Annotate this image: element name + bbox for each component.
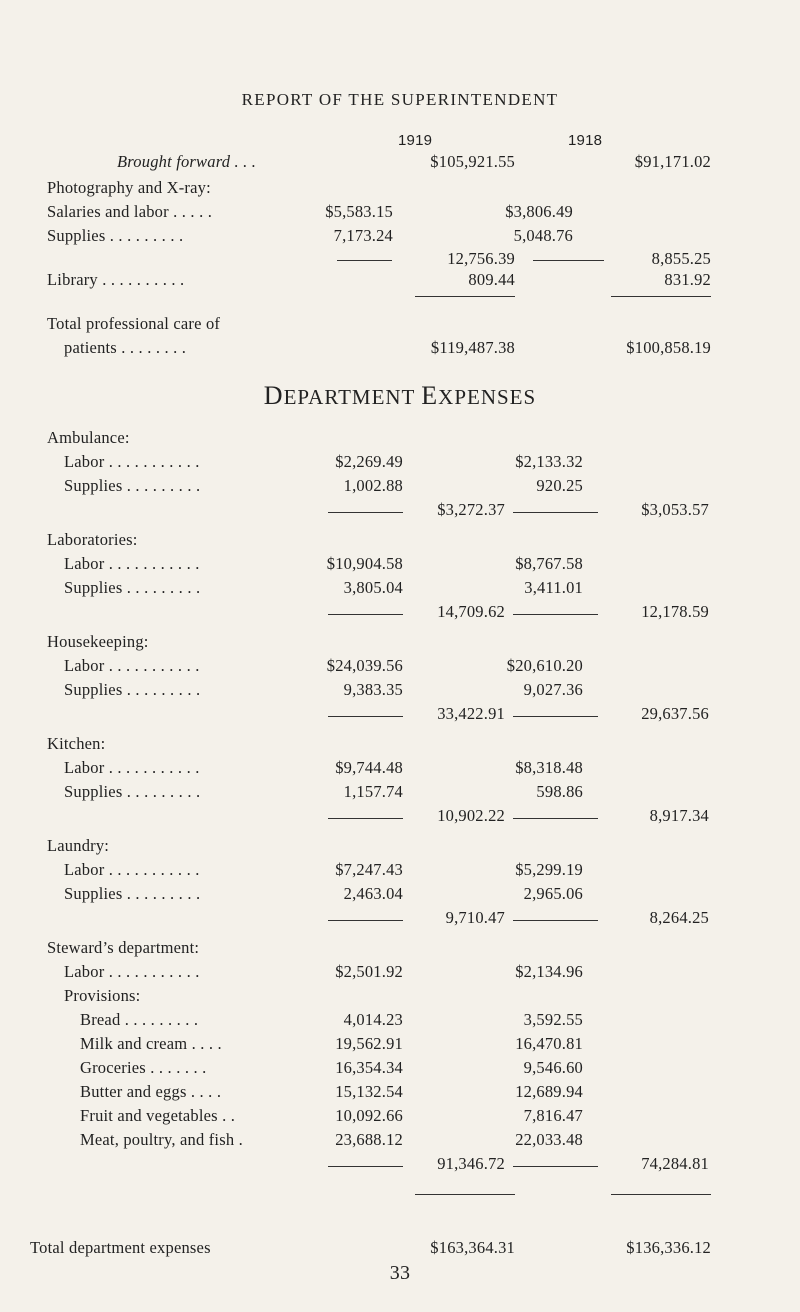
provision-label: Milk and cream . . . . [80, 1034, 222, 1053]
labor-1918: $5,299.19 [515, 860, 583, 879]
photo-subtotal-1919: 12,756.39 [447, 249, 515, 268]
labor-label: Labor . . . . . . . . . . . [64, 452, 200, 471]
supplies-label: Supplies . . . . . . . . . [64, 476, 201, 495]
provision-1918: 7,816.47 [523, 1106, 583, 1125]
rule [328, 614, 403, 615]
steward-labor-label: Labor . . . . . . . . . . . [64, 962, 200, 981]
section-heading: Laboratories: [47, 530, 138, 549]
provision-1918: 3,592.55 [523, 1010, 583, 1029]
provision-1919: 16,354.34 [335, 1058, 403, 1077]
steward-heading: Steward’s department: [47, 938, 200, 957]
section-heading: Housekeeping: [47, 632, 149, 651]
subtotal-1918: 8,917.34 [649, 806, 709, 825]
page-number: 33 [389, 1262, 411, 1284]
rule [513, 512, 598, 513]
labor-label: Labor . . . . . . . . . . . [64, 656, 200, 675]
steward-subtotal-1919: 91,346.72 [437, 1154, 505, 1173]
photo-supplies-label: Supplies . . . . . . . . . [47, 226, 184, 245]
labor-1919: $10,904.58 [326, 554, 403, 573]
subtotal-1918: $3,053.57 [641, 500, 709, 519]
rule [328, 818, 403, 819]
rule [328, 716, 403, 717]
library-label: Library . . . . . . . . . . [47, 270, 185, 289]
provision-1918: 12,689.94 [515, 1082, 583, 1101]
section-heading: Laundry: [47, 836, 110, 855]
photo-supplies-1918: 5,048.76 [513, 226, 573, 245]
provision-1918: 9,546.60 [523, 1058, 583, 1077]
total-professional-1919: $119,487.38 [430, 338, 515, 357]
salaries-1918: $3,806.49 [505, 202, 573, 221]
supplies-label: Supplies . . . . . . . . . [64, 782, 201, 801]
steward-subtotal-1918: 74,284.81 [641, 1154, 709, 1173]
brought-forward-1918: $91,171.02 [634, 152, 711, 171]
rule [611, 296, 711, 297]
supplies-1919: 3,805.04 [343, 578, 403, 597]
rule [328, 512, 403, 513]
rule [415, 296, 515, 297]
title-initial-e: E [421, 381, 439, 410]
supplies-1918: 9,027.36 [523, 680, 583, 699]
provision-1919: 4,014.23 [343, 1010, 403, 1029]
supplies-1919: 1,002.88 [343, 476, 403, 495]
supplies-1919: 2,463.04 [343, 884, 403, 903]
subtotal-1919: 33,422.91 [437, 704, 505, 723]
supplies-label: Supplies . . . . . . . . . [64, 680, 201, 699]
year-1919-header: 1919 [398, 132, 433, 149]
library-1918: 831.92 [664, 270, 711, 289]
provisions-heading: Provisions: [64, 986, 141, 1005]
subtotal-1918: 8,264.25 [649, 908, 709, 927]
subtotal-1919: 9,710.47 [445, 908, 505, 927]
provision-label: Fruit and vegetables . . [80, 1106, 236, 1125]
rule [328, 1166, 403, 1167]
rule [513, 818, 598, 819]
labor-1918: $2,133.32 [515, 452, 583, 471]
provision-1919: 23,688.12 [335, 1130, 403, 1149]
provision-1919: 19,562.91 [335, 1034, 403, 1053]
provision-label: Bread . . . . . . . . . [80, 1010, 199, 1029]
brought-forward-1919: $105,921.55 [430, 152, 515, 171]
supplies-1918: 2,965.06 [523, 884, 583, 903]
provision-1918: 22,033.48 [515, 1130, 583, 1149]
supplies-1918: 598.86 [536, 782, 583, 801]
rule [513, 614, 598, 615]
labor-1919: $7,247.43 [335, 860, 403, 879]
section-heading: Kitchen: [47, 734, 106, 753]
labor-label: Labor . . . . . . . . . . . [64, 860, 200, 879]
subtotal-1918: 12,178.59 [641, 602, 709, 621]
total-department-1919: $163,364.31 [430, 1238, 515, 1257]
title-rest-epartment: EPARTMENT [283, 385, 416, 409]
supplies-label: Supplies . . . . . . . . . [64, 884, 201, 903]
supplies-1919: 9,383.35 [343, 680, 403, 699]
labor-label: Labor . . . . . . . . . . . [64, 554, 200, 573]
library-1919: 809.44 [468, 270, 515, 289]
title-initial-d: D [263, 381, 284, 410]
photography-heading: Photography and X-ray: [47, 178, 211, 197]
provision-label: Butter and eggs . . . . [80, 1082, 222, 1101]
rule [415, 1194, 515, 1195]
rule [611, 1194, 711, 1195]
photo-supplies-1919: 7,173.24 [333, 226, 393, 245]
total-professional-label-2: patients . . . . . . . . [64, 338, 187, 357]
provision-1918: 16,470.81 [515, 1034, 583, 1053]
subtotal-1919: $3,272.37 [437, 500, 505, 519]
subtotal-1919: 10,902.22 [437, 806, 505, 825]
provision-1919: 10,092.66 [335, 1106, 403, 1125]
rule [513, 716, 598, 717]
steward-labor-1918: $2,134.96 [515, 962, 583, 981]
labor-1919: $24,039.56 [326, 656, 403, 675]
total-professional-1918: $100,858.19 [626, 338, 711, 357]
supplies-label: Supplies . . . . . . . . . [64, 578, 201, 597]
salaries-1919: $5,583.15 [325, 202, 393, 221]
supplies-1918: 3,411.01 [524, 578, 583, 597]
section-heading: Ambulance: [47, 428, 130, 447]
total-department-label: Total department expenses [30, 1238, 211, 1257]
total-department-1918: $136,336.12 [626, 1238, 711, 1257]
salaries-label: Salaries and labor . . . . . [47, 202, 213, 221]
supplies-1919: 1,157.74 [343, 782, 403, 801]
labor-1919: $9,744.48 [335, 758, 403, 777]
department-expenses-title [0, 381, 800, 411]
provision-1919: 15,132.54 [335, 1082, 403, 1101]
labor-1918: $20,610.20 [506, 656, 583, 675]
rule [513, 1166, 598, 1167]
steward-labor-1919: $2,501.92 [335, 962, 403, 981]
labor-1918: $8,318.48 [515, 758, 583, 777]
title-rest-xpenses: XPENSES [438, 385, 537, 409]
labor-label: Labor . . . . . . . . . . . [64, 758, 200, 777]
rule [328, 920, 403, 921]
provision-label: Meat, poultry, and fish . [80, 1130, 243, 1149]
page-header: REPORT OF THE SUPERINTENDENT [241, 90, 559, 109]
provision-label: Groceries . . . . . . . [80, 1058, 207, 1077]
rule [513, 920, 598, 921]
subtotal-1918: 29,637.56 [641, 704, 709, 723]
subtotal-1919: 14,709.62 [437, 602, 505, 621]
total-professional-label-1: Total professional care of [47, 314, 221, 333]
labor-1918: $8,767.58 [515, 554, 583, 573]
brought-forward-label: Brought forward . . . [117, 152, 257, 171]
labor-1919: $2,269.49 [335, 452, 403, 471]
supplies-1918: 920.25 [536, 476, 583, 495]
year-1918-header: 1918 [568, 132, 603, 149]
photo-subtotal-1918: 8,855.25 [651, 249, 711, 268]
